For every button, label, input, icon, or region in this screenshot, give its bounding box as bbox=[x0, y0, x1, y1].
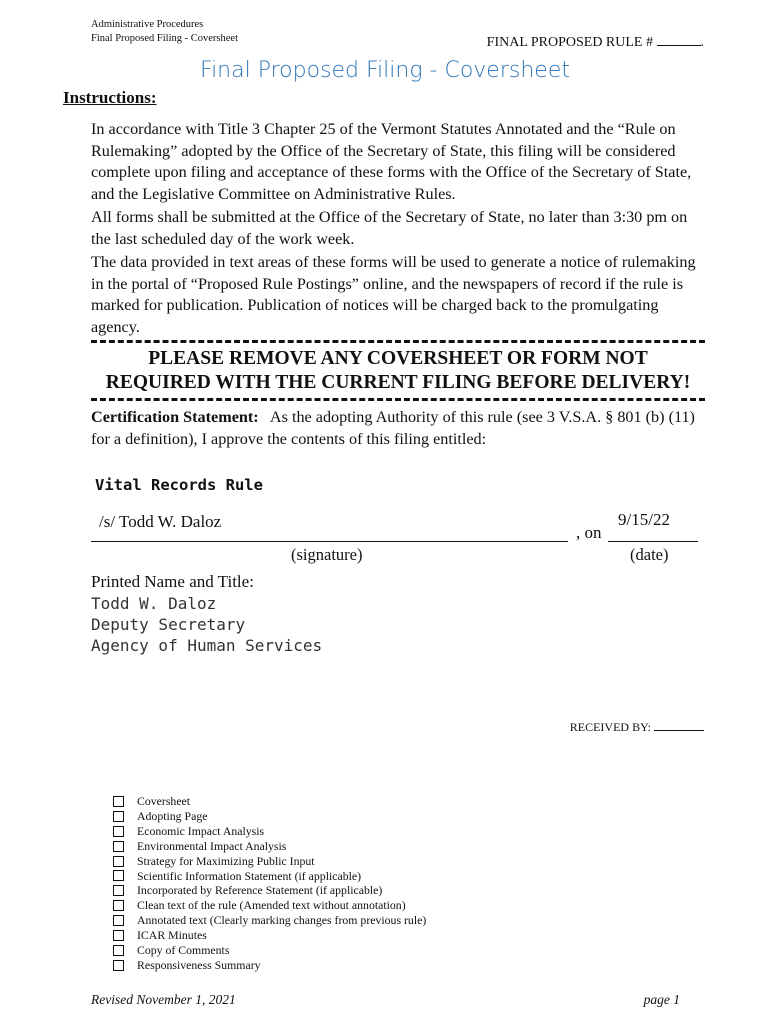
checklist-label: Responsiveness Summary bbox=[137, 957, 261, 972]
signature-field[interactable]: /s/ Todd W. Daloz bbox=[99, 512, 222, 531]
instructions-body bbox=[91, 119, 709, 340]
received-by-blank[interactable] bbox=[654, 720, 704, 731]
divider-bottom bbox=[91, 398, 705, 404]
checklist-item[interactable] bbox=[113, 913, 426, 928]
checklist-label: Clean text of the rule (Amended text without annotation) bbox=[137, 898, 406, 913]
header-line-2: Final Proposed Filing - Coversheet bbox=[91, 33, 238, 44]
checklist-label: Strategy for Maximizing Public Input bbox=[137, 853, 315, 868]
instructions-paragraph-2: All forms shall be submitted at the Office of the Secretary of State, no later than 3:30 pm on the last scheduled day of the work week. bbox=[91, 208, 688, 248]
checklist-label: ICAR Minutes bbox=[137, 928, 207, 943]
on-label: , on bbox=[576, 523, 602, 542]
printed-agency-field[interactable]: Agency of Human Services bbox=[91, 636, 323, 655]
instructions-paragraph-1: In accordance with Title 3 Chapter 25 of the Vermont Statutes Annotated and the “Rule on Rulemaking” adopted by the Office of the Secretary of State, this filing will be considered complete upon filing and acceptance of these forms with the Office of the Secretary of State, and the Legislative Committee on Administrative Rules. bbox=[91, 120, 692, 203]
checkbox[interactable] bbox=[113, 930, 124, 941]
header-line-1: Administrative Procedures bbox=[91, 19, 204, 30]
page-number: page 1 bbox=[643, 992, 680, 1007]
checklist-item[interactable] bbox=[113, 898, 426, 913]
checkbox[interactable] bbox=[113, 960, 124, 971]
checklist-item[interactable] bbox=[113, 794, 426, 809]
checkbox[interactable] bbox=[113, 900, 124, 911]
signature-line bbox=[91, 541, 568, 542]
warning-line-1: PLEASE REMOVE ANY COVERSHEET OR FORM NOT bbox=[148, 348, 648, 369]
checklist-item[interactable] bbox=[113, 854, 426, 869]
warning-banner bbox=[88, 347, 708, 395]
instructions-heading: Instructions: bbox=[63, 88, 157, 107]
checklist-item[interactable] bbox=[113, 824, 426, 839]
checkbox[interactable] bbox=[113, 915, 124, 926]
checkbox[interactable] bbox=[113, 870, 124, 881]
date-field[interactable]: 9/15/22 bbox=[618, 510, 670, 529]
checklist-item[interactable] bbox=[113, 869, 426, 884]
checkbox[interactable] bbox=[113, 856, 124, 867]
checklist-item[interactable] bbox=[113, 809, 426, 824]
checkbox[interactable] bbox=[113, 826, 124, 837]
checklist-label: Environmental Impact Analysis bbox=[137, 838, 287, 853]
checklist-label: Scientific Information Statement (if applicable) bbox=[137, 868, 362, 883]
checkbox[interactable] bbox=[113, 841, 124, 852]
rule-number-header bbox=[487, 33, 704, 51]
header-left bbox=[91, 18, 238, 46]
checklist-item[interactable] bbox=[113, 928, 426, 943]
warning-line-2: REQUIRED WITH THE CURRENT FILING BEFORE DELIVERY! bbox=[105, 372, 691, 393]
certification-text: As the adopting Authority of this rule (see 3 V.S.A. § 801 (b) (11) for a definition), I approve the contents of this filing entitled: bbox=[91, 408, 695, 448]
date-line bbox=[608, 541, 698, 542]
rule-number-suffix: . bbox=[700, 35, 704, 50]
checklist-item[interactable] bbox=[113, 839, 426, 854]
checkbox[interactable] bbox=[113, 945, 124, 956]
divider-top bbox=[91, 340, 705, 346]
checkbox[interactable] bbox=[113, 796, 124, 807]
rule-title-field[interactable]: Vital Records Rule bbox=[95, 476, 263, 494]
checklist-item[interactable] bbox=[113, 958, 426, 973]
checklist-label: Adopting Page bbox=[137, 808, 208, 823]
checkbox[interactable] bbox=[113, 885, 124, 896]
received-by-label: RECEIVED BY: bbox=[569, 720, 651, 734]
checklist-label: Annotated text (Clearly marking changes from previous rule) bbox=[137, 913, 427, 928]
printed-name-field[interactable]: Todd W. Daloz bbox=[91, 594, 217, 613]
checklist-label: Copy of Comments bbox=[137, 943, 230, 958]
checklist-item[interactable] bbox=[113, 883, 426, 898]
page-title: Final Proposed Filing - Coversheet bbox=[200, 58, 570, 83]
rule-number-blank[interactable] bbox=[657, 33, 701, 46]
printed-title-field[interactable]: Deputy Secretary bbox=[91, 615, 246, 634]
checklist-label: Coversheet bbox=[137, 794, 191, 808]
signature-caption: (signature) bbox=[291, 545, 363, 564]
printed-name-label: Printed Name and Title: bbox=[91, 572, 254, 591]
date-caption: (date) bbox=[630, 545, 669, 564]
instructions-paragraph-3: The data provided in text areas of these forms will be used to generate a notice of rulemaking in the portal of “Proposed Rule Postings” online, and the newspapers of record if the rule is marked for publication. Publication of notices will be charged back to the promulgating agency. bbox=[91, 253, 696, 336]
rule-number-label: FINAL PROPOSED RULE # bbox=[486, 35, 653, 50]
checklist-item[interactable] bbox=[113, 943, 426, 958]
certification-label: Certification Statement: bbox=[91, 408, 259, 426]
received-by bbox=[570, 720, 704, 735]
checklist-label: Incorporated by Reference Statement (if applicable) bbox=[137, 883, 383, 898]
certification-statement bbox=[91, 407, 709, 450]
checkbox[interactable] bbox=[113, 811, 124, 822]
revision-date: Revised November 1, 2021 bbox=[91, 992, 236, 1007]
checklist-label: Economic Impact Analysis bbox=[137, 823, 265, 838]
document-checklist bbox=[113, 794, 426, 973]
